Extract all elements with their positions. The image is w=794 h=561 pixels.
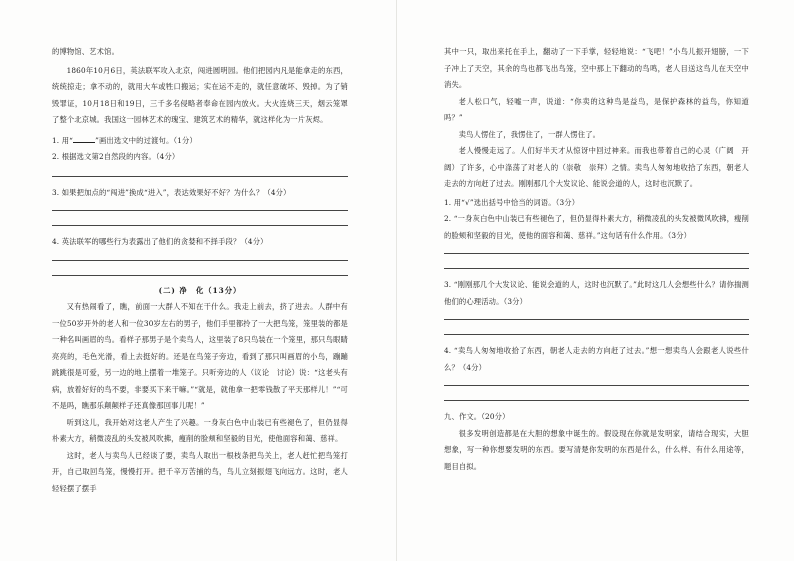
- story-paragraph-old-man: 老人松口气，轻嘘一声，说道：“你卖的这种鸟是益鸟，是保护森林的益鸟，你知道吗？”: [444, 96, 749, 122]
- section-title-composition: 九、作文。（20分）: [444, 412, 510, 421]
- story-continuation: 其中一只，取出来托在手上，翻动了一下手掌，轻轻地说：“飞吧！”小鸟儿振开翅膀，一下子冲上了天空，其余的鸟也都飞出鸟笼，空中那上下翻动的鸟鸣，老人目送这鸟儿在天空中消失。: [444, 47, 749, 89]
- right-column: [444, 44, 749, 475]
- answer-line[interactable]: [444, 253, 749, 254]
- reading-question-3: 3. “刚刚那几个大发议论、能说会道的人，这时也沉默了。”此时这几人会想些什么？请你揣测他们的心理活动。（3分）: [444, 280, 749, 306]
- answer-line[interactable]: [444, 319, 749, 320]
- answer-line[interactable]: [52, 275, 348, 276]
- passage-end-line: 的博物馆、艺术馆。: [52, 47, 120, 56]
- question-3: 3. 如果把加点的“闯进”换成“进入”，表达效果好不好？为什么？（4分）: [52, 187, 291, 197]
- question-1-prefix: 1. 用“: [52, 135, 74, 145]
- reading-question-1: 1. 用“√”选出括号中恰当的词语。（3分）: [444, 197, 580, 207]
- answer-line[interactable]: [52, 210, 348, 211]
- passage-paragraph-2: 1860年10月6日，英法联军攻入北京，闯进圆明园。他们把园内凡是能拿走的东西，统统掠走；拿不动的，就用大车或牲口搬运；实在运不走的，就任意破坏、毁掉。为了销毁罪证，10月18日和19日，三千多名侵略者奉命在园内放火。大火连烧三天，烟云笼罩了整个北京城。我国这一园林艺术的瑰宝、建筑艺术的精华，就这样化为一片灰烬。: [52, 65, 348, 124]
- left-column: [52, 44, 348, 497]
- question-1: [52, 133, 348, 150]
- answer-line[interactable]: [444, 385, 749, 386]
- answer-line[interactable]: [444, 400, 749, 401]
- section-title-purification: (二) 净 化（13分）: [158, 285, 242, 295]
- question-2: 2. 根据选文第2自然段的内容。（4分）: [52, 152, 180, 161]
- story-paragraph-1: 又有热闹看了，瞧，前面一大群人不知在干什么。我走上前去，挤了进去。人群中有一位50岁开外的老人和一位30岁左右的男子，他们手里都拎了一大把鸟笼，笼里装的都是一种名叫画眉的鸟。看样子那男子是个卖鸟人，这里装了8只鸟装在一个笼里，那只鸟眼睛亮亮的，毛色光滑，看上去挺好的。还是在鸟笼子旁边，看到了那只叫画眉的小鸟，蹦蹦跳跳很是可爱，另一边的地上摆着一堆笼子。只听旁边的人（议论 讨论）说：“这老头有病，放着好好的鸟不要，非要买下来干嘛。”“就是，就他拿一把零钱散了平天那样儿！”“可不是吗，瞧那乐颠颠样子还真像那回事儿呢！”: [52, 302, 348, 410]
- story-paragraph-ending: 老人慢慢走远了。人们好半天才从惊讶中回过神来。而我也带着自己的心灵（广阔 开阔）了许多，心中涤荡了对老人的（崇敬 崇拜）之情。卖鸟人匆匆地收拾了东西，朝老人走去的方向赶了过去。刚刚那几个大发议论、能说会道的人，这时也沉默了。: [444, 146, 749, 188]
- story-paragraph-stunned: 卖鸟人愣住了，我愣住了，一群人愣住了。: [458, 129, 601, 139]
- answer-line[interactable]: [52, 176, 348, 177]
- composition-prompt: 很多发明创造都是在大胆的想象中诞生的。假设现在你就是发明家，请结合现实，大胆想象，写一种你想要发明的东西。要写清楚你发明的东西是什么，什么样、有什么用途等，题目自拟。: [444, 428, 749, 471]
- answer-line[interactable]: [52, 260, 348, 261]
- story-paragraph-2: 听到这儿，我开始对这老人产生了兴趣。一身灰白色中山装已有些褪色了，但仍显得朴素大方，稍微凌乱的头发被风吹拂，瘦削的脸颊和坚毅的目光，使他面容和蔼、慈祥。: [52, 417, 348, 443]
- wavy-underline-sample: [73, 134, 95, 143]
- question-4: 4. 英法联军的哪些行为表露出了他们的贪婪和不择手段？（4分）: [52, 237, 268, 246]
- answer-line[interactable]: [444, 334, 749, 335]
- story-paragraph-3: 这时，老人与卖鸟人已经谈了要，卖鸟人取出一根枝条把鸟关上，老人赶忙把鸟笼打开，自己取回鸟笼，慢慢打开。把千辛万苦捕的鸟，鸟儿立刻振翅飞向远方。这时，老人轻轻摆了摆手: [52, 450, 348, 493]
- right-page: [397, 0, 794, 561]
- reading-question-4: 4. “卖鸟人匆匆地收拾了东西，朝老人走去的方向赶了过去。”想一想卖鸟人会跟老人说些什么？（4分）: [444, 346, 749, 372]
- answer-line[interactable]: [444, 268, 749, 269]
- reading-question-2: 2. “一身灰白色中山装已有些褪色了，但仍显得朴素大方，稍微凌乱的头发被微风吹拂，瘦削的脸颊和坚毅的目光，使他的面容和蔼、慈祥。”这句话有什么作用。（3分）: [444, 214, 749, 240]
- question-1-suffix: ”画出选文中的过渡句。（1分）: [95, 135, 197, 145]
- answer-line[interactable]: [52, 225, 348, 226]
